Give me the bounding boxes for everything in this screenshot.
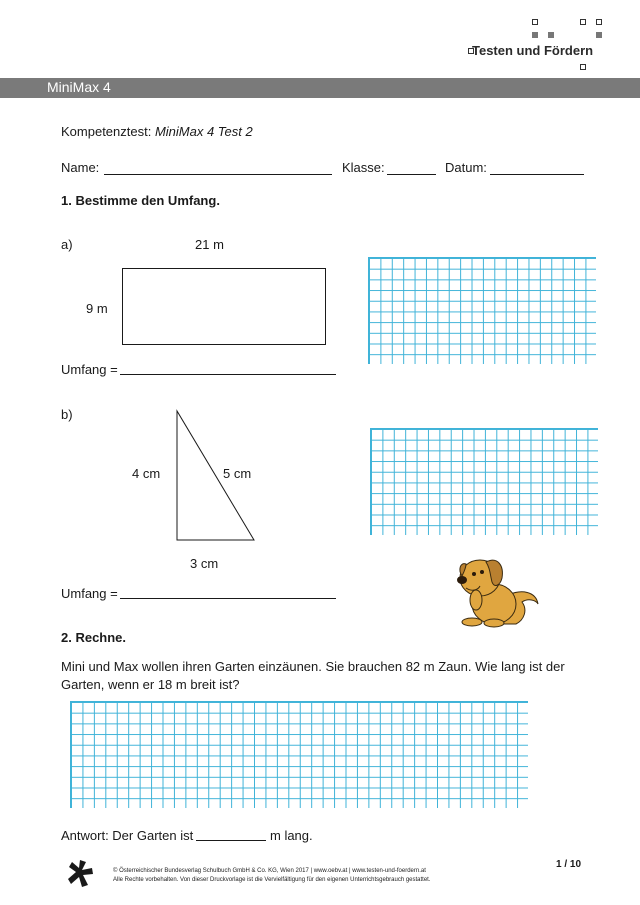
name-field[interactable] xyxy=(104,174,332,175)
triangle-side-left: 4 cm xyxy=(132,466,161,481)
publisher-logo-icon xyxy=(66,858,96,888)
testen-und-foerdern-logo xyxy=(462,14,632,76)
triangle-side-hyp: 5 cm xyxy=(223,466,252,481)
task1b-answer-label: Umfang = xyxy=(61,586,118,601)
date-label: Datum: xyxy=(445,160,487,175)
test-info-label: Kompetenztest: xyxy=(61,124,155,139)
rectangle-shape xyxy=(122,268,326,345)
page-number: 1 / 10 xyxy=(556,859,582,870)
footer-copyright: © Österreichischer Bundesverlag Schulbuch GmbH & Co. KG, Wien 2017 | www.oebv.at | www.testen-und-foerdern.at xyxy=(113,868,426,874)
task2-text-line1: Mini und Max wollen ihren Garten einzäunen. Sie brauchen 82 m Zaun. Wie lang ist der xyxy=(61,659,565,674)
test-info xyxy=(61,124,253,139)
task2-answer-field[interactable] xyxy=(196,840,266,841)
task2-title: 2. Rechne. xyxy=(61,630,127,645)
rectangle-height-label: 9 m xyxy=(86,301,108,316)
grid-task1b[interactable] xyxy=(370,428,598,535)
task2-text-line2: Garten, wenn er 18 m breit ist? xyxy=(61,677,240,692)
header-band xyxy=(0,78,640,98)
rectangle-width-label: 21 m xyxy=(195,237,224,252)
triangle-side-bottom: 3 cm xyxy=(190,556,219,571)
test-name: MiniMax 4 Test 2 xyxy=(154,124,253,139)
class-label: Klasse: xyxy=(342,160,385,175)
class-field[interactable] xyxy=(387,174,436,175)
dog-illustration xyxy=(440,552,542,628)
task2-answer-suffix: m lang. xyxy=(270,828,313,843)
task1a-label: a) xyxy=(61,237,73,252)
logo-text: Testen und Fördern xyxy=(472,43,594,58)
task1-title: 1. Bestimme den Umfang. xyxy=(61,193,220,208)
task1a-answer-label: Umfang = xyxy=(61,362,118,377)
grid-task1a[interactable] xyxy=(368,257,596,364)
task2-answer-prefix: Antwort: Der Garten ist xyxy=(61,828,194,843)
footer-rights: Alle Rechte vorbehalten. Von dieser Druckvorlage ist die Vervielfältigung für den eigenen Unterrichtsgebrauch gestattet. xyxy=(113,877,431,883)
date-field[interactable] xyxy=(490,174,584,175)
header-title: MiniMax 4 xyxy=(47,79,111,95)
task1a-answer-field[interactable] xyxy=(120,374,336,375)
grid-task2[interactable] xyxy=(70,701,528,808)
name-label: Name: xyxy=(61,160,100,175)
task1b-answer-field[interactable] xyxy=(120,598,336,599)
task1b-label: b) xyxy=(61,407,73,422)
